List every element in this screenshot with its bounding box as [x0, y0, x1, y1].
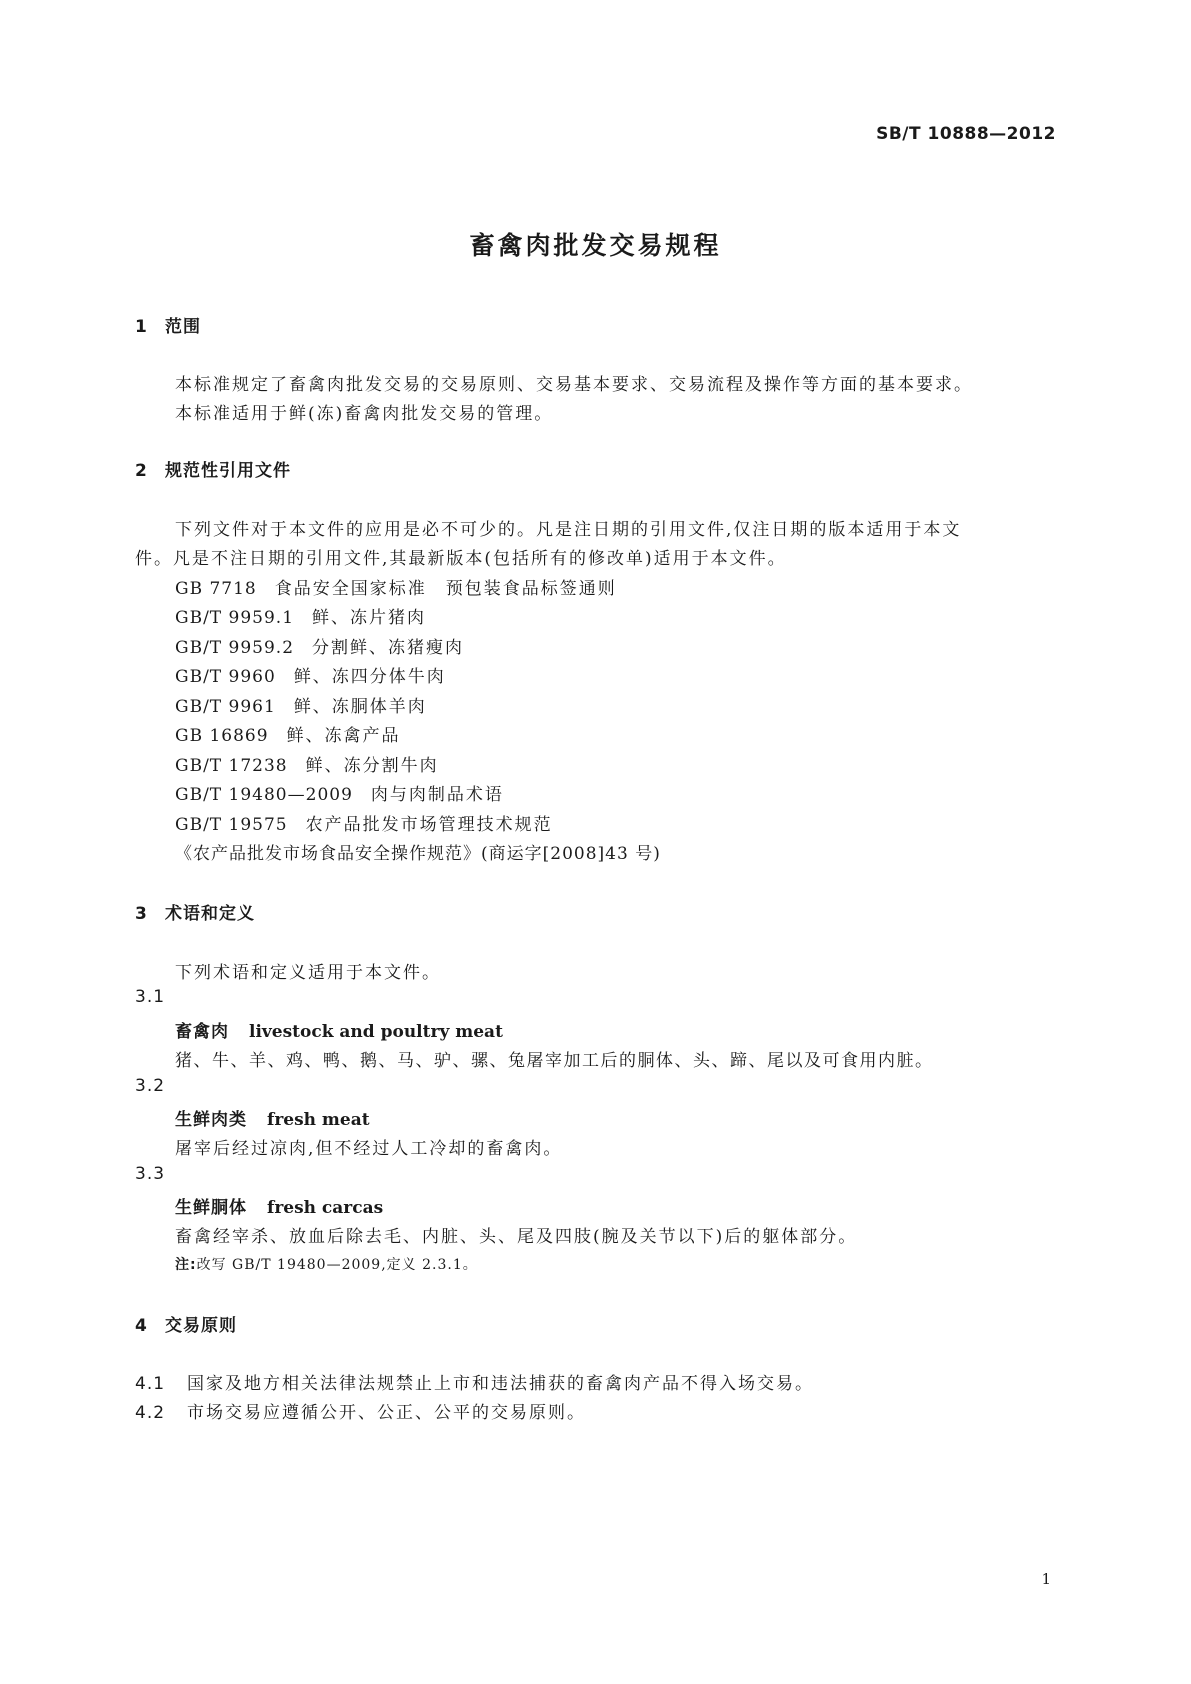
term-definition: 猪、牛、羊、鸡、鸭、鹅、马、驴、骡、兔屠宰加工后的胴体、头、蹄、尾以及可食用内脏。: [175, 1051, 934, 1071]
note: [175, 1254, 478, 1274]
term-zh: 生鲜肉类: [175, 1110, 247, 1130]
reference-name: 鲜、冻片猪肉: [312, 608, 427, 628]
reference-extra: 《农产品批发市场食品安全操作规范》(商运字[2008]43 号): [175, 844, 661, 864]
reference-code: GB/T 9960: [175, 667, 276, 687]
clause-number: 3.1: [135, 987, 166, 1007]
term-zh: 生鲜胴体: [175, 1198, 247, 1218]
reference-code: GB 16869: [175, 726, 269, 746]
section-1-heading: [135, 312, 201, 337]
paragraph: 下列文件对于本文件的应用是必不可少的。凡是注日期的引用文件,仅注日期的版本适用于本文: [175, 520, 962, 540]
section-title: 交易原则: [165, 1316, 237, 1336]
section-4-heading: [135, 1311, 237, 1336]
reference-item: [175, 810, 553, 835]
term-heading: [175, 1105, 370, 1130]
paragraph: 本标准规定了畜禽肉批发交易的交易原则、交易基本要求、交易流程及操作等方面的基本要求。: [175, 375, 973, 395]
section-3-heading: [135, 899, 255, 924]
reference-item: [175, 662, 446, 687]
clause-number: 3.2: [135, 1076, 166, 1096]
clause-number: 3.3: [135, 1164, 166, 1184]
reference-item: [175, 692, 427, 717]
reference-code: GB/T 17238: [175, 756, 288, 776]
reference-name: 分割鲜、冻猪瘦肉: [312, 638, 465, 658]
reference-name: 鲜、冻四分体牛肉: [293, 667, 446, 687]
paragraph: 件。凡是不注日期的引用文件,其最新版本(包括所有的修改单)适用于本文件。: [135, 549, 787, 569]
reference-item: [175, 780, 504, 805]
reference-name: 农产品批发市场管理技术规范: [305, 815, 553, 835]
reference-name: 肉与肉制品术语: [370, 785, 504, 805]
section-2-heading: [135, 456, 291, 481]
section-title: 规范性引用文件: [165, 461, 291, 481]
section-title: 范围: [165, 317, 201, 337]
reference-code: GB/T 19480—2009: [175, 785, 353, 805]
subclause: [135, 1398, 586, 1423]
reference-item: [175, 633, 464, 658]
term-en: fresh meat: [267, 1110, 370, 1130]
reference-item: [175, 603, 426, 628]
section-number: 3: [135, 904, 148, 924]
reference-code: GB/T 19575: [175, 815, 288, 835]
reference-item: [175, 574, 617, 599]
reference-code: GB/T 9959.1: [175, 608, 295, 628]
reference-name: 鲜、冻分割牛肉: [305, 756, 439, 776]
document-title: 畜禽肉批发交易规程: [469, 231, 722, 260]
section-number: 2: [135, 461, 148, 481]
reference-name: 鲜、冻禽产品: [286, 726, 401, 746]
term-definition: 畜禽经宰杀、放血后除去毛、内脏、头、尾及四肢(腕及关节以下)后的躯体部分。: [175, 1227, 858, 1247]
page-number: 1: [1041, 1570, 1051, 1588]
subclause-number: 4.2: [135, 1403, 166, 1423]
reference-code: GB/T 9959.2: [175, 638, 295, 658]
reference-name: 鲜、冻胴体羊肉: [293, 697, 427, 717]
section-title: 术语和定义: [165, 904, 255, 924]
term-heading: [175, 1193, 383, 1218]
subclause: [135, 1369, 814, 1394]
subclause-text: 国家及地方相关法律法规禁止上市和违法捕获的畜禽肉产品不得入场交易。: [187, 1374, 814, 1394]
reference-name: 食品安全国家标准 预包装食品标签通则: [274, 579, 617, 599]
note-text: 改写 GB/T 19480—2009,定义 2.3.1。: [196, 1257, 478, 1273]
paragraph: 本标准适用于鲜(冻)畜禽肉批发交易的管理。: [175, 404, 554, 424]
reference-code: GB 7718: [175, 579, 257, 599]
section-number: 4: [135, 1316, 148, 1336]
term-en: livestock and poultry meat: [249, 1022, 503, 1042]
reference-item: [175, 751, 439, 776]
section-number: 1: [135, 317, 148, 337]
term-en: fresh carcas: [267, 1198, 384, 1218]
paragraph: 下列术语和定义适用于本文件。: [175, 963, 441, 983]
note-label: 注:: [175, 1257, 197, 1273]
term-heading: [175, 1017, 503, 1042]
subclause-text: 市场交易应遵循公开、公正、公平的交易原则。: [187, 1403, 586, 1423]
term-definition: 屠宰后经过凉肉,但不经过人工冷却的畜禽肉。: [175, 1139, 563, 1159]
subclause-number: 4.1: [135, 1374, 166, 1394]
standard-code: SB/T 10888—2012: [876, 124, 1056, 144]
term-zh: 畜禽肉: [175, 1022, 229, 1042]
reference-item: [175, 721, 401, 746]
reference-code: GB/T 9961: [175, 697, 276, 717]
